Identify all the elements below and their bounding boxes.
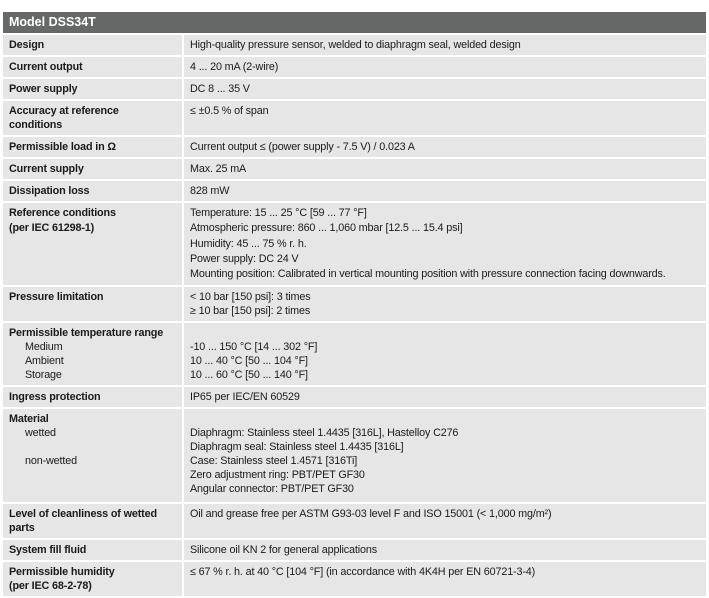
value-text: Angular connector: PBT/PET GF30	[190, 483, 354, 496]
sub-label-text	[9, 440, 176, 454]
sub-label-text: Medium	[25, 341, 63, 354]
row-label	[3, 287, 182, 321]
value-text: 4 ... 20 mA (2-wire)	[190, 61, 279, 73]
sub-label-text: non-wetted	[25, 455, 77, 468]
row-value	[184, 101, 706, 135]
table-row	[3, 57, 706, 77]
row-value	[184, 323, 706, 385]
value-text: Oil and grease free per ASTM G93-03 level F and ISO 15001 (< 1,000 mg/m²)	[190, 508, 552, 521]
table-title: Model DSS34T	[3, 12, 706, 33]
label-text: Permissible humidity	[9, 566, 115, 579]
row-value	[184, 409, 706, 502]
value-text: -10 ... 150 °C [14 ... 302 °F]	[190, 341, 318, 354]
value-text: High-quality pressure sensor, welded to diaphragm seal, welded design	[190, 39, 521, 51]
table-row	[3, 409, 706, 502]
table-row	[3, 540, 706, 560]
value-text: ≤ 67 % r. h. at 40 °C [104 °F] (in accordance with 4K4H per EN 60721-3-4)	[190, 566, 536, 579]
value-text: Power supply: DC 24 V	[190, 252, 299, 265]
row-value	[184, 387, 706, 407]
label-text: Material	[9, 413, 49, 426]
table-row	[3, 159, 706, 179]
sub-label-text: Ambient	[25, 355, 64, 368]
label-text: Power supply	[9, 83, 78, 95]
table-body	[3, 35, 706, 596]
row-label	[3, 203, 182, 285]
value-text	[190, 326, 700, 340]
row-label	[3, 387, 182, 407]
row-label	[3, 323, 182, 385]
value-text: 10 ... 60 °C [50 ... 140 °F]	[190, 369, 308, 382]
value-text: 10 ... 40 °C [50 ... 104 °F]	[190, 355, 308, 368]
value-text: Diaphragm seal: Stainless steel 1.4435 [316L]	[190, 441, 404, 454]
row-label	[3, 540, 182, 560]
row-value	[184, 181, 706, 201]
value-text: IP65 per IEC/EN 60529	[190, 391, 300, 404]
value-text: ≥ 10 bar [150 psi]: 2 times	[190, 305, 311, 318]
label-text: Design	[9, 39, 45, 51]
label-text: System fill fluid	[9, 544, 87, 557]
sub-label-text: wetted	[25, 427, 56, 440]
value-text: ≤ ±0.5 % of span	[190, 105, 269, 117]
sub-label-text: conditions	[9, 119, 63, 131]
row-label	[3, 137, 182, 157]
row-value	[184, 562, 706, 596]
value-text: Humidity: 45 ... 75 % r. h.	[190, 237, 307, 250]
table-row	[3, 562, 706, 596]
label-text: Accuracy at reference	[9, 105, 119, 117]
table-row	[3, 203, 706, 285]
value-text: Atmospheric pressure: 860 ... 1,060 mbar [12.5 ... 15.4 psi]	[190, 222, 463, 235]
table-row	[3, 137, 706, 157]
label-text: Current supply	[9, 163, 84, 175]
table-row	[3, 101, 706, 135]
value-text: Zero adjustment ring: PBT/PET GF30	[190, 469, 365, 482]
value-text: Diaphragm: Stainless steel 1.4435 [316L], Hastelloy C276	[190, 427, 459, 440]
row-label	[3, 159, 182, 179]
table-row	[3, 287, 706, 321]
label-text: Reference conditions	[9, 207, 116, 219]
value-text: Max. 25 mA	[190, 163, 247, 175]
table-row	[3, 387, 706, 407]
value-text: Temperature: 15 ... 25 °C [59 ... 77 °F]	[190, 207, 367, 219]
value-text: Current output ≤ (power supply - 7.5 V) / 0.023 A	[190, 141, 415, 153]
row-label	[3, 181, 182, 201]
table-row	[3, 323, 706, 385]
value-text: Silicone oil KN 2 for general applications	[190, 544, 377, 557]
table-row	[3, 504, 706, 538]
row-value	[184, 540, 706, 560]
value-text	[190, 412, 700, 426]
label-text: Dissipation loss	[9, 185, 90, 197]
label-text: Permissible load in Ω	[9, 141, 116, 153]
row-value	[184, 137, 706, 157]
row-label	[3, 562, 182, 596]
row-label	[3, 409, 182, 502]
row-label	[3, 57, 182, 77]
row-value	[184, 504, 706, 538]
label-text: Level of cleanliness of wetted	[9, 508, 157, 521]
spec-table	[3, 12, 706, 598]
row-label	[3, 101, 182, 135]
label-text: Current output	[9, 61, 83, 73]
row-label	[3, 35, 182, 55]
table-row	[3, 35, 706, 55]
sub-label-text: Storage	[25, 369, 62, 382]
sub-label-text: parts	[9, 522, 35, 535]
row-value	[184, 203, 706, 285]
label-text: Permissible temperature range	[9, 327, 164, 340]
row-value	[184, 79, 706, 99]
value-text: DC 8 ... 35 V	[190, 83, 250, 95]
table-row	[3, 181, 706, 201]
sub-label-text: (per IEC 68-2-78)	[9, 580, 92, 593]
value-text: Case: Stainless steel 1.4571 [316Ti]	[190, 455, 358, 468]
label-text: Pressure limitation	[9, 291, 104, 304]
sub-label-text: (per IEC 61298-1)	[9, 222, 95, 235]
row-value	[184, 35, 706, 55]
row-value	[184, 159, 706, 179]
value-text: < 10 bar [150 psi]: 3 times	[190, 291, 311, 304]
table-row	[3, 79, 706, 99]
label-text: Ingress protection	[9, 391, 101, 404]
row-value	[184, 57, 706, 77]
value-text: Mounting position: Calibrated in vertical mounting position with pressure connection facing downwards.	[190, 268, 666, 281]
row-label	[3, 504, 182, 538]
value-text: 828 mW	[190, 185, 230, 197]
row-value	[184, 287, 706, 321]
row-label	[3, 79, 182, 99]
